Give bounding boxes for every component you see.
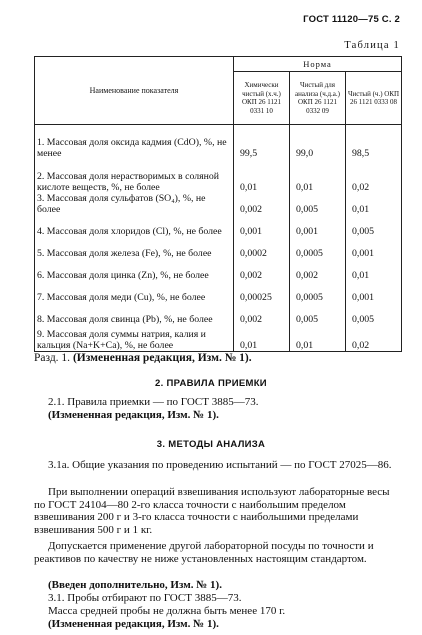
row-name: 1. Массовая доля оксида кадмия (CdO), %, не менее (35, 137, 234, 159)
value-cell: 99,5 (234, 137, 290, 159)
running-head: ГОСТ 11120—75 С. 2 (303, 14, 400, 25)
value-cell: 0,0002 (234, 237, 290, 259)
section2-heading: 2. ПРАВИЛА ПРИЕМКИ (155, 378, 267, 389)
row-name: 2. Массовая доля нерастворимых в соляной кислоте веществ, %, не более (35, 159, 234, 193)
column-header-grade-chda: Чистый для анализа (ч.д.а.) ОКП 26 1121 0332 09 (290, 72, 346, 125)
value-cell: 0,01 (346, 193, 402, 215)
table-row (35, 281, 402, 303)
value-cell: 0,002 (234, 259, 290, 281)
value-cell: 0,01 (290, 159, 346, 193)
value-cell: 0,0005 (290, 237, 346, 259)
section3-added-note: (Введен дополнительно, Изм. № 1). (48, 579, 222, 591)
value-cell: 0,02 (346, 159, 402, 193)
column-header-name: Наименование показателя (35, 57, 234, 125)
row-name: 7. Массовая доля меди (Cu), %, не более (35, 281, 234, 303)
section2-amendment-note: (Измененная редакция, Изм. № 1). (48, 409, 219, 421)
value-cell: 0,01 (346, 259, 402, 281)
section3-heading: 3. МЕТОДЫ АНАЛИЗА (156, 439, 266, 450)
section1-amendment-note (34, 352, 400, 365)
value-cell: 0,01 (290, 325, 346, 352)
table-row (35, 137, 402, 159)
value-cell: 0,01 (234, 325, 290, 352)
value-cell: 0,002 (234, 303, 290, 325)
norms-table (34, 56, 402, 352)
row-name: 6. Массовая доля цинка (Zn), %, не более (35, 259, 234, 281)
section3-amendment-note: (Измененная редакция, Изм. № 1). (48, 618, 219, 630)
column-header-norm: Норма (234, 57, 402, 72)
row-name: 5. Массовая доля железа (Fe), %, не более (35, 237, 234, 259)
section2-paragraph: 2.1. Правила приемки — по ГОСТ 3885—73. (48, 396, 259, 408)
value-cell: 0,005 (346, 215, 402, 237)
row-name: 9. Массовая доля суммы натрия, калия и кальция (Na+K+Ca), %, не более (35, 325, 234, 352)
table-row (35, 215, 402, 237)
table-row (35, 159, 402, 193)
row-name: 4. Массовая доля хлоридов (Cl), %, не более (35, 215, 234, 237)
section3-paragraph-5: Масса средней пробы не должна быть менее 170 г. (48, 605, 286, 617)
section3-paragraph-1: 3.1а. Общие указания по проведению испытаний — по ГОСТ 27025—86. (48, 459, 392, 471)
value-cell: 0,005 (290, 303, 346, 325)
value-cell: 0,02 (346, 325, 402, 352)
value-cell: 0,0005 (290, 281, 346, 303)
value-cell: 0,002 (234, 193, 290, 215)
column-header-grade-hch: Химически чистый (х.ч.) ОКП 26 1121 0331 10 (234, 72, 290, 125)
row-name: 3. Массовая доля сульфатов (SO₄), %, не более (35, 193, 234, 215)
value-cell: 0,00025 (234, 281, 290, 303)
value-cell: 0,01 (234, 159, 290, 193)
value-cell: 0,001 (346, 237, 402, 259)
value-cell: 0,005 (290, 193, 346, 215)
value-cell: 99,0 (290, 137, 346, 159)
table-row (35, 325, 402, 352)
value-cell: 0,001 (346, 281, 402, 303)
note-prefix: Разд. 1. (34, 352, 73, 364)
value-cell: 0,001 (234, 215, 290, 237)
note-bold: (Измененная редакция, Изм. № 1). (72, 352, 252, 364)
value-cell: 0,005 (346, 303, 402, 325)
table-row (35, 259, 402, 281)
section3-paragraph-3: Допускается применение другой лабораторной посуды по точности и реактивов по качеству не ниже установленных настоящим стандартом. (34, 540, 374, 565)
value-cell: 0,001 (290, 215, 346, 237)
value-cell: 98,5 (346, 137, 402, 159)
table-row (35, 193, 402, 215)
row-name: 8. Массовая доля свинца (Pb), %, не более (35, 303, 234, 325)
section3-paragraph-4: 3.1. Пробы отбирают по ГОСТ 3885—73. (48, 592, 242, 604)
column-header-grade-ch: Чистый (ч.) ОКП 26 1121 0333 08 (346, 72, 402, 125)
section3-paragraph-2: При выполнении операций взвешивания используют лабораторные весы по ГОСТ 24104—80 2-го класса точности с наибольшим пределом взвешивания 200 г и 3-го класса точности с наибольшими пределами взвешивания 500 г и 1 кг. (34, 486, 390, 536)
table-caption: Таблица 1 (344, 40, 400, 51)
value-cell: 0,002 (290, 259, 346, 281)
table-row (35, 237, 402, 259)
table-row (35, 303, 402, 325)
